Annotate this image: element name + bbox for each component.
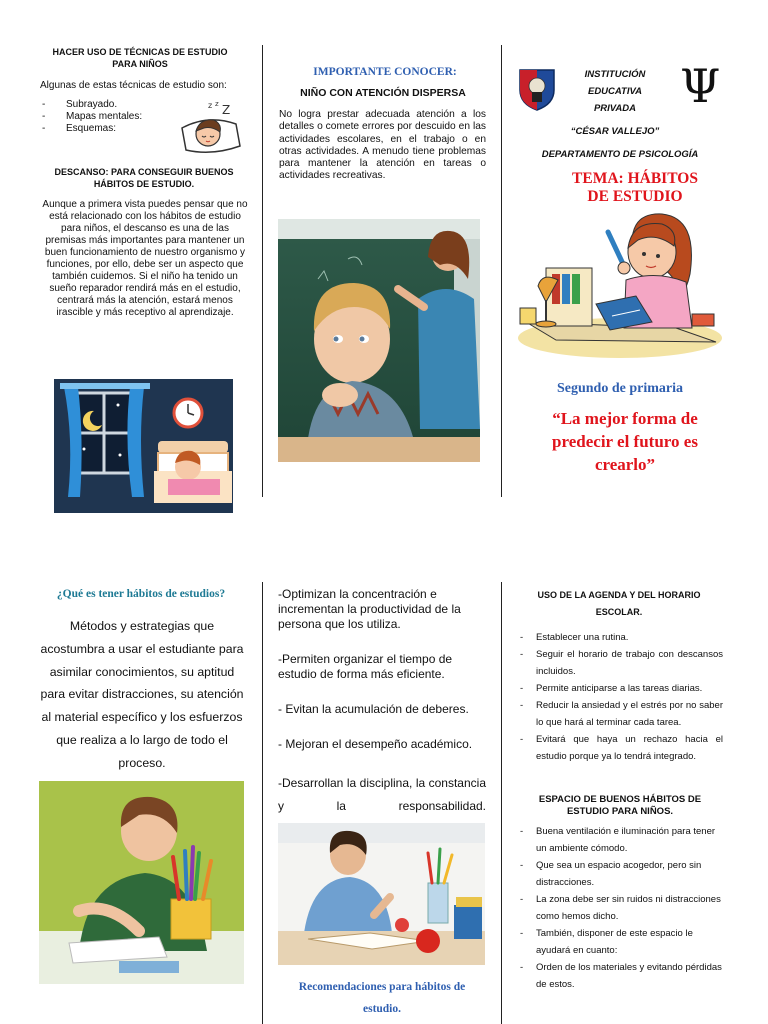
institution-line: EDUCATIVA	[587, 86, 642, 97]
sleeping-child-icon	[178, 98, 244, 158]
techniques-intro: Algunas de estas técnicas de estudio son:	[40, 80, 227, 91]
institution-line: INSTITUCIÓN	[584, 69, 646, 80]
list-item: - Evitará que haya un rechazo hacia el estudio porque ya lo tendrá integrado.	[518, 731, 723, 765]
study-space-list	[518, 823, 723, 993]
important-heading: IMPORTANTE CONOCER:	[313, 66, 457, 78]
benefit-item: - Mejoran el desempeño académico.	[278, 737, 473, 751]
boy-drawing-photo	[39, 781, 244, 984]
habits-question-heading: ¿Qué es tener hábitos de estudios?	[56, 588, 226, 600]
list-item: - Mapas mentales:	[40, 111, 180, 123]
grade-label: Segundo de primaria	[556, 381, 683, 396]
benefit-item: - Evitan la acumulación de deberes.	[278, 702, 469, 716]
benefit-item: -Optimizan la concentración e incrementan la productividad de la persona que los utiliza.	[278, 587, 461, 631]
fold-line-top-right	[501, 45, 502, 497]
school-shield-logo	[518, 68, 556, 112]
boy-reading-photo	[278, 823, 485, 965]
benefits-list	[278, 587, 486, 818]
institution-line: PRIVADA	[593, 103, 637, 114]
list-item: - Permite anticiparse a las tareas diarias.	[518, 680, 723, 697]
list-item: - Establecer una rutina.	[518, 629, 723, 646]
fold-line-bottom-right	[501, 582, 502, 1024]
svg-text:Z: Z	[222, 103, 231, 117]
fold-line-top-left	[262, 45, 263, 497]
attention-paragraph: No logra prestar adecuada atención a los detalles o comete errores por descuido en las actividades escolares, en el trabajo o en otras actividades. A menudo tiene problemas para mantener la atención en tareas o actividades recreativas.	[279, 109, 486, 182]
list-item: - Orden de los materiales y evitando pérdidas de estos.	[518, 959, 723, 993]
agenda-heading: USO DE LA AGENDA Y DEL HORARIO ESCOLAR.	[537, 590, 701, 617]
list-item: - Esquemas:	[40, 123, 180, 135]
fold-line-bottom-left	[262, 582, 263, 1024]
techniques-list	[40, 99, 180, 135]
list-item: - Buena ventilación e iluminación para tener un ambiente cómodo.	[518, 823, 723, 857]
list-item: - Subrayado.	[40, 99, 180, 111]
topic-title: TEMA: HÁBITOS DE ESTUDIO	[572, 170, 698, 205]
institution-name	[560, 66, 670, 117]
rest-heading: DESCANSO: PARA CONSEGUIR BUENOS HÁBITOS DE ESTUDIO.	[54, 167, 234, 189]
list-item: - Que sea un espacio acogedor, pero sin distracciones.	[518, 857, 723, 891]
department-name: DEPARTAMENTO DE PSICOLOGÍA	[541, 149, 699, 160]
list-item: - La zona debe ser sin ruidos ni distracciones como hemos dicho.	[518, 891, 723, 925]
cover-quote: “La mejor forma de predecir el futuro es crearlo”	[552, 409, 698, 474]
school-name: “CÉSAR VALLEJO”	[570, 126, 660, 137]
list-item: - También, disponer de este espacio le ayudará en cuanto:	[518, 925, 723, 959]
night-bedroom-illustration	[54, 379, 233, 513]
list-item: - Reducir la ansiedad y el estrés por no saber lo que hará al terminar cada tarea.	[518, 697, 723, 731]
benefit-item: -Desarrollan la disciplina, la constancia y la responsabilidad.	[278, 776, 486, 813]
recommendations-footer: Recomendaciones para hábitos de estudio.	[298, 981, 466, 1015]
techniques-heading: HACER USO DE TÉCNICAS DE ESTUDIO PARA NIÑOS	[52, 47, 228, 69]
svg-text:z: z	[215, 100, 219, 108]
psi-symbol: Ψ	[680, 59, 721, 113]
list-item: - Seguir el horario de trabajo con descansos incluidos.	[518, 646, 723, 680]
distracted-boy-photo	[278, 219, 480, 462]
attention-subheading: NIÑO CON ATENCIÓN DISPERSA	[300, 87, 466, 99]
girl-studying-illustration	[516, 210, 728, 362]
agenda-list	[518, 629, 723, 765]
habits-definition: Métodos y estrategias que acostumbra a usar el estudiante para asimilar conocimientos, su aptitud para evitar distracciones, su atención al material específico y los esfuerzos que realiza a lo largo de todo el proceso.	[40, 619, 244, 770]
svg-text:z: z	[208, 101, 213, 110]
rest-paragraph: Aunque a primera vista puedes pensar que no está relacionado con los hábitos de estudio para niños, el descanso es una de las premisas más importantes para mantener un buen funcionamiento de nuestro organismo y funciones, por ello, debe ser un aspecto que también cuidemos. Si el niño ha tenido un sueño reparador rendirá más en el estudio, centrará más la atención, estará menos irascible y más receptivo al aprendizaje.	[42, 199, 248, 318]
benefit-item: -Permiten organizar el tiempo de estudio de forma más eficiente.	[278, 652, 453, 681]
study-space-heading: ESPACIO DE BUENOS HÁBITOS DE ESTUDIO PARA NIÑOS.	[538, 794, 702, 817]
